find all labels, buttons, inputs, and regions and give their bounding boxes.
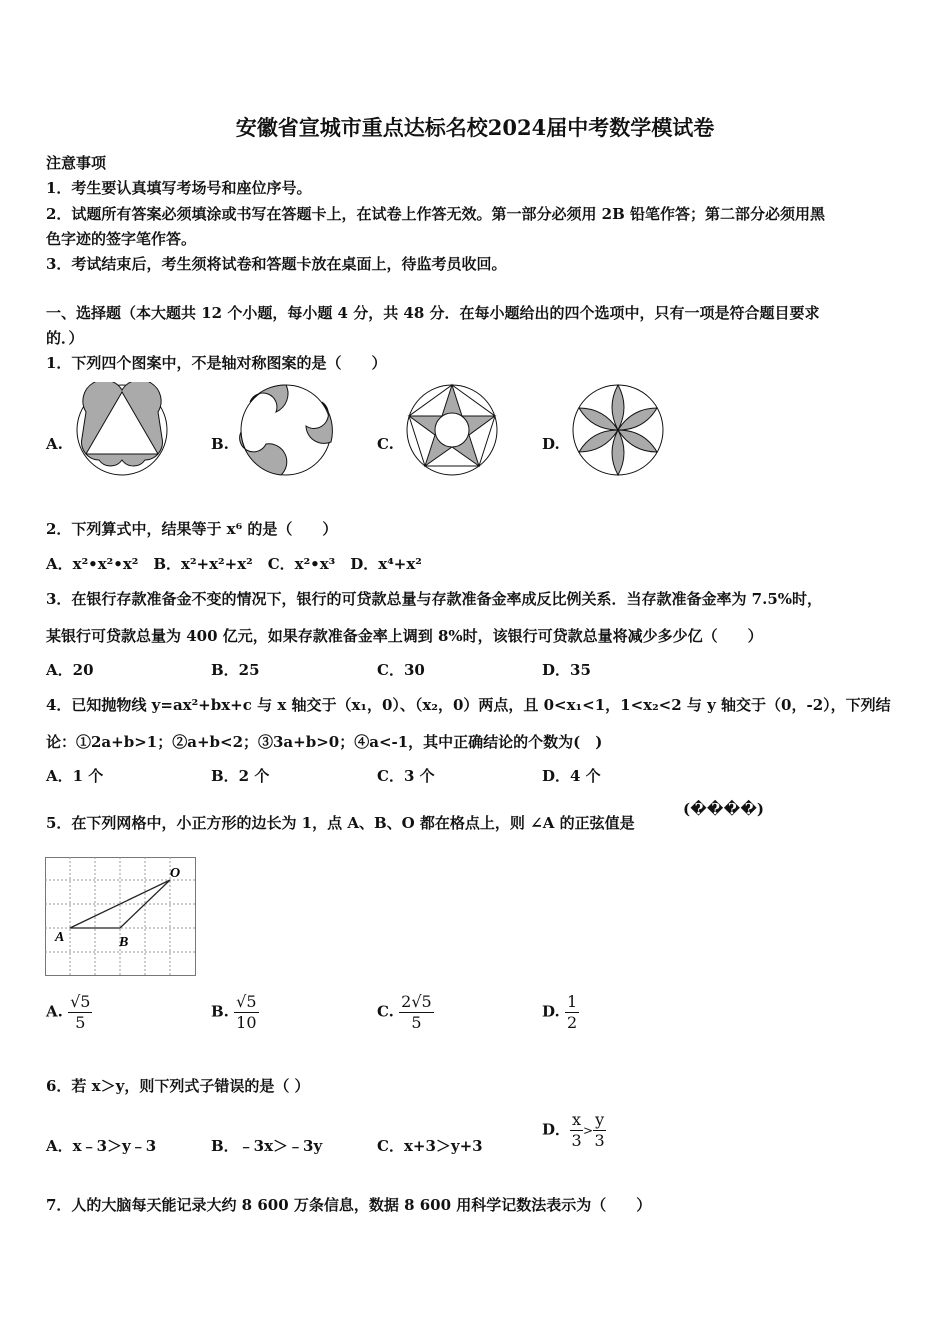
q4-option-a: A．1 个 bbox=[46, 767, 104, 785]
q3-option-a: A．20 bbox=[46, 661, 94, 679]
q7-stem: 7．人的大脑每天能记录大约 8 600 万条信息，数据 8 600 用科学记数法表示为（ ） bbox=[46, 1196, 652, 1214]
q4-option-c: C．3 个 bbox=[377, 767, 435, 785]
notice-item: 2．试题所有答案必须填涂或书写在答题卡上，在试卷上作答无效。第一部分必须用 2B 铅笔作答；第二部分必须用黑 bbox=[46, 205, 826, 223]
q1-option-b: B. bbox=[211, 435, 229, 453]
q3-option-c: C．30 bbox=[377, 661, 425, 679]
q6-option-a: A．x﹣3＞y﹣3 bbox=[46, 1137, 157, 1155]
q3-stem: 某银行可贷款总量为 400 亿元，如果存款准备金率上调到 8%时，该银行可贷款总量将减少多少亿（ ） bbox=[46, 627, 763, 645]
figure-c-star bbox=[402, 382, 502, 478]
notice-item: 色字迹的签字笔作答。 bbox=[46, 230, 197, 248]
q1-option-d: D. bbox=[542, 435, 560, 453]
q3-stem: 3．在银行存款准备金不变的情况下，银行的可贷款总量与存款准备金率成反比例关系．当存款准备金率为 7.5%时， bbox=[46, 590, 823, 608]
q4-option-d: D．4 个 bbox=[542, 767, 601, 785]
q1-option-c: C. bbox=[377, 435, 394, 453]
q3-option-b: B．25 bbox=[211, 661, 260, 679]
q5-option-c: C. $\frac{2√5}{5}$ bbox=[377, 992, 432, 1032]
q4-option-b: B．2 个 bbox=[211, 767, 270, 785]
figure-a-triangle-arcs bbox=[72, 382, 172, 478]
figure-b-swirls bbox=[236, 382, 336, 478]
q5-option-d: D. $\frac{1}{2}$ bbox=[542, 992, 578, 1032]
q6-stem: 6．若 x＞y，则下列式子错误的是（ ） bbox=[46, 1077, 310, 1095]
q1-option-a: A. bbox=[46, 435, 63, 453]
figure-d-flower bbox=[568, 382, 668, 478]
q4-stem: 4．已知抛物线 y=ax²+bx+c 与 x 轴交于（x₁，0）、（x₂，0）两点，且 0<x₁<1，1<x₂<2 与 y 轴交于（0，-2），下列结 bbox=[46, 696, 891, 714]
q6-option-b: B．﹣3x＞﹣3y bbox=[211, 1137, 323, 1155]
q6-option-c: C．x+3＞y+3 bbox=[377, 1137, 483, 1155]
q3-option-d: D．35 bbox=[542, 661, 591, 679]
notice-item: 3．考试结束后，考生须将试卷和答题卡放在桌面上，待监考员收回。 bbox=[46, 255, 507, 273]
notice-heading: 注意事项 bbox=[46, 154, 107, 172]
notice-item: 1．考生要认真填写考场号和座位序号。 bbox=[46, 179, 312, 197]
page-title: 安徽省宣城市重点达标名校2024届中考数学模试卷 bbox=[235, 115, 715, 140]
q5-grid-figure bbox=[45, 857, 197, 977]
q5-option-b: B. $\frac{√5}{10}$ bbox=[211, 992, 257, 1032]
q5-garbled-text: (����) bbox=[683, 800, 764, 818]
q6-option-d: D． $\frac{x}{3}$ > $\frac{y}{3}$ bbox=[542, 1110, 605, 1150]
point-label-o: O bbox=[170, 866, 181, 881]
q1-stem: 1．下列四个图案中，不是轴对称图案的是（ ） bbox=[46, 354, 387, 372]
q5-stem: 5．在下列网格中，小正方形的边长为 1，点 A、B、O 都在格点上，则 ∠A 的正弦值是 bbox=[46, 814, 635, 832]
section-heading: 一、选择题（本大题共 12 个小题，每小题 4 分，共 48 分．在每小题给出的四个选项中，只有一项是符合题目要求 bbox=[46, 304, 820, 322]
point-label-a: A bbox=[55, 930, 65, 945]
q4-stem: 论：①2a+b>1；②a+b<2；③3a+b>0；④a<-1，其中正确结论的个数为( ) bbox=[46, 733, 603, 751]
q2-stem: 2．下列算式中，结果等于 x⁶ 的是（ ） bbox=[46, 520, 338, 538]
q5-option-a: A. $\frac{√5}{5}$ bbox=[46, 992, 91, 1032]
q2-options: A．x²•x²•x² B．x²+x²+x² C．x²•x³ D．x⁴+x² bbox=[46, 555, 422, 573]
section-heading: 的．） bbox=[46, 329, 84, 347]
point-label-b: B bbox=[119, 935, 129, 950]
